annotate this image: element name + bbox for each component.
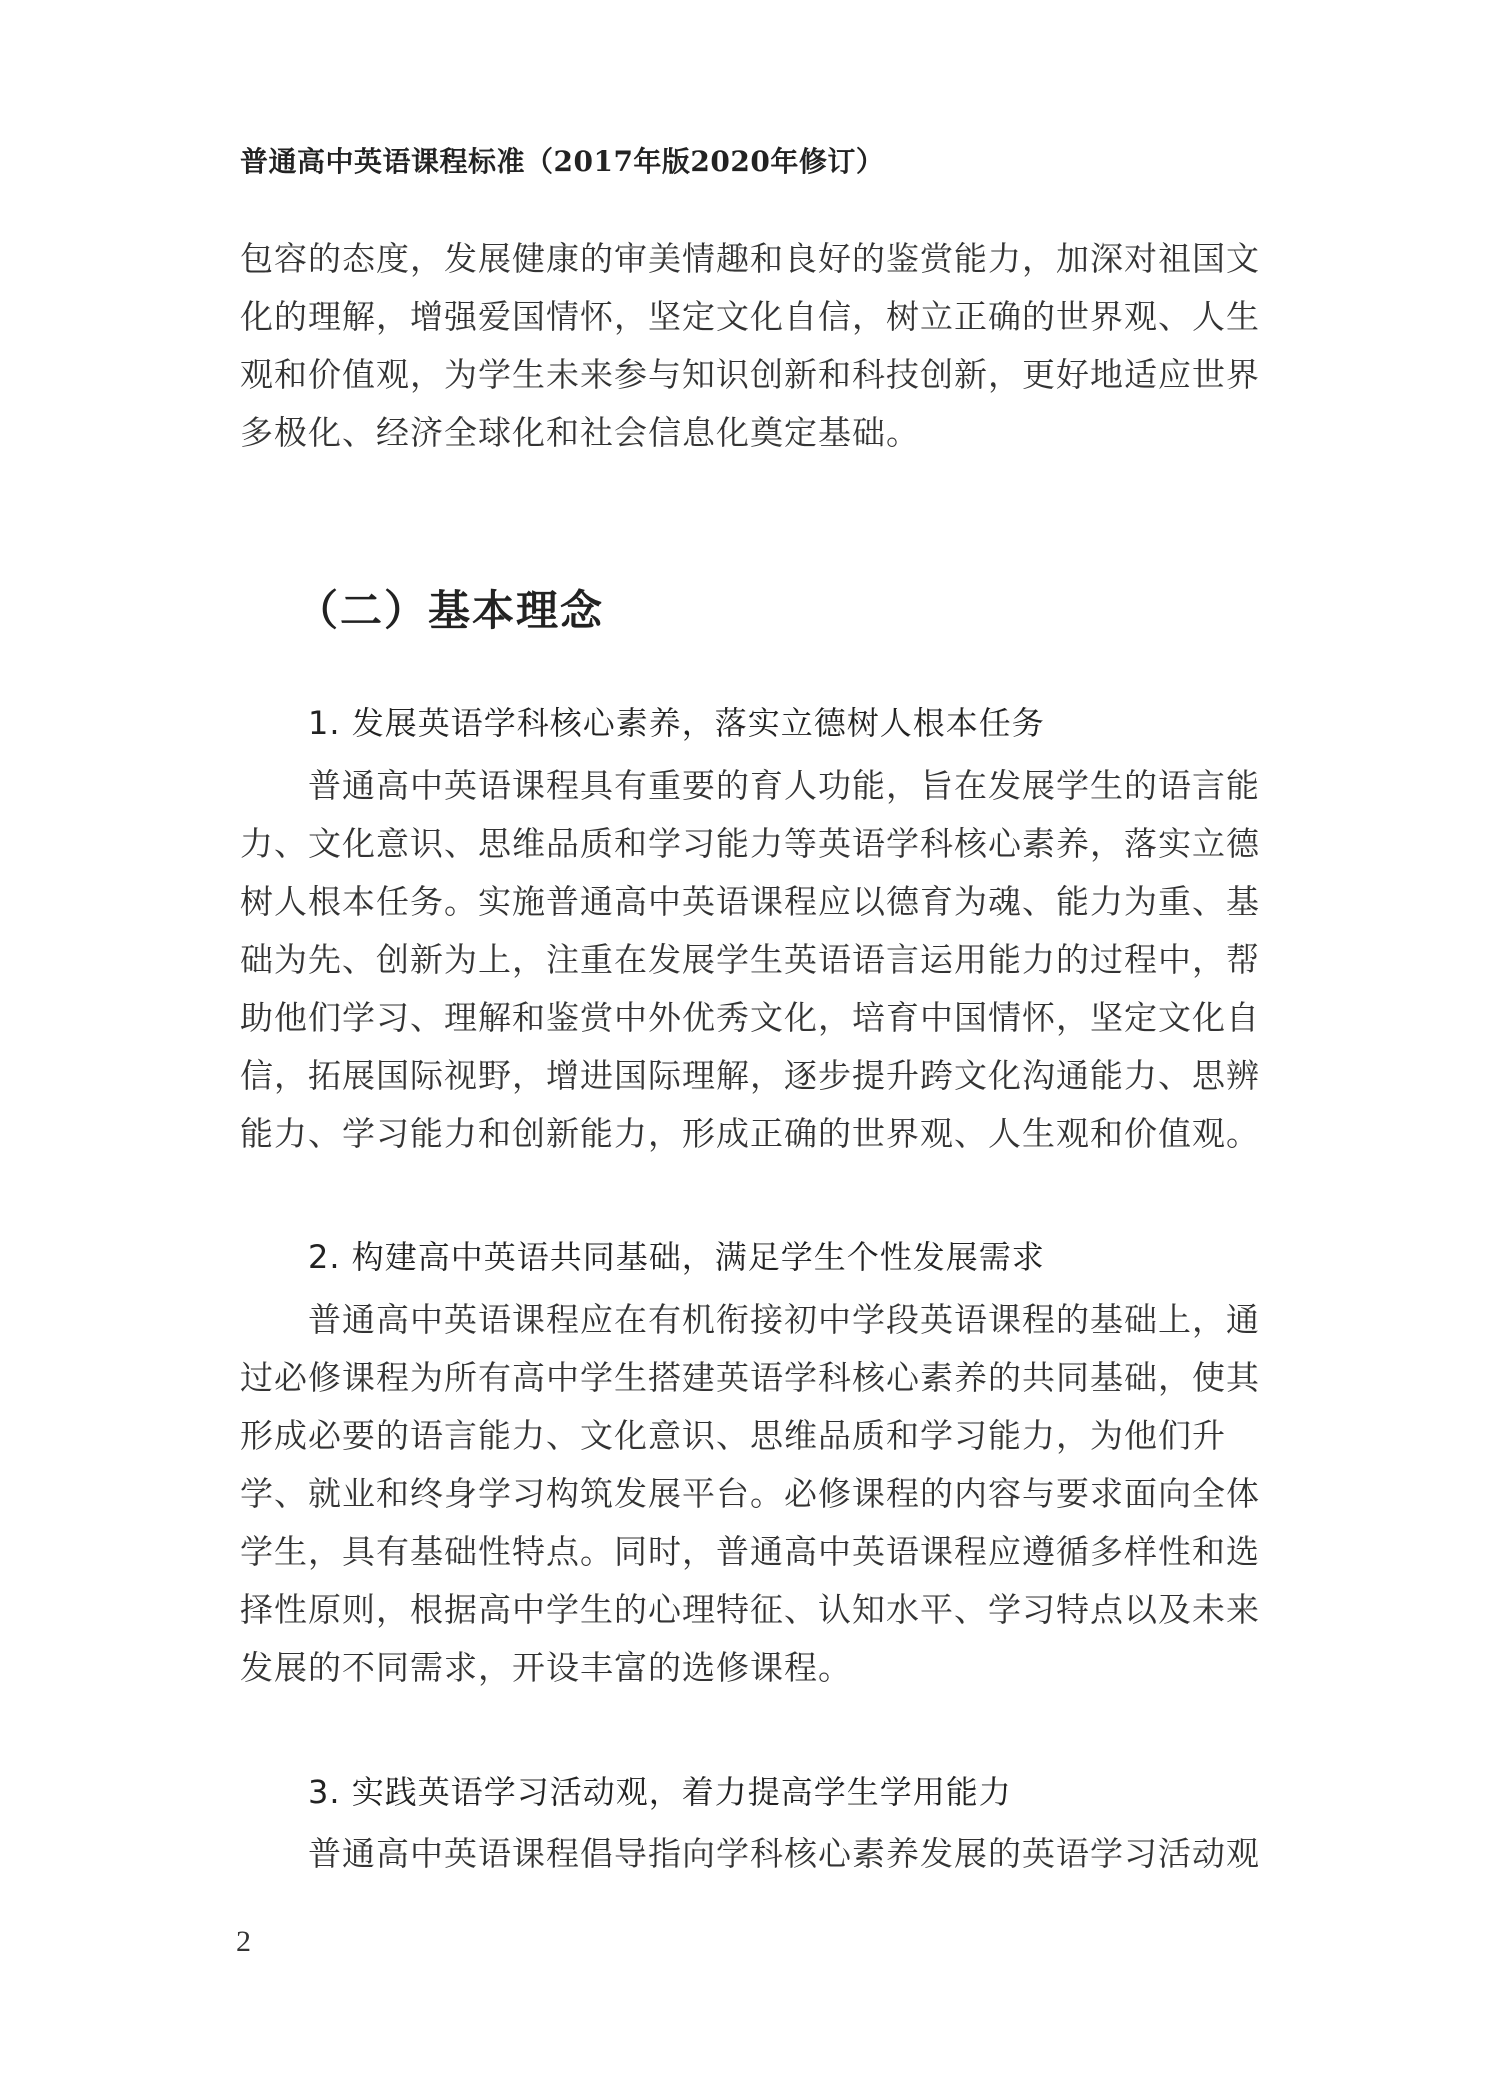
paragraph-line: 础为先、创新为上，注重在发展学生英语语言运用能力的过程中，帮 bbox=[240, 940, 1260, 979]
subsection-paragraph bbox=[240, 1291, 1260, 1697]
subsection-paragraph bbox=[240, 1825, 1260, 1883]
running-header: 普通高中英语课程标准（2017年版2020年修订） bbox=[240, 145, 885, 178]
paragraph-line: 普通高中英语课程具有重要的育人功能，旨在发展学生的语言能 bbox=[308, 766, 1260, 805]
subsection-heading: 3. 实践英语学习活动观，着力提高学生学用能力 bbox=[308, 1773, 1012, 1811]
paragraph-line: 学生，具有基础性特点。同时，普通高中英语课程应遵循多样性和选 bbox=[240, 1532, 1260, 1571]
paragraph-line: 力、文化意识、思维品质和学习能力等英语学科核心素养，落实立德 bbox=[240, 824, 1260, 863]
paragraph-line: 普通高中英语课程倡导指向学科核心素养发展的英语学习活动观 bbox=[308, 1834, 1260, 1873]
paragraph-line: 能力、学习能力和创新能力，形成正确的世界观、人生观和价值观。 bbox=[240, 1114, 1260, 1153]
paragraph-line: 包容的态度，发展健康的审美情趣和良好的鉴赏能力，加深对祖国文 bbox=[240, 239, 1260, 278]
paragraph-line: 化的理解，增强爱国情怀，坚定文化自信，树立正确的世界观、人生 bbox=[240, 297, 1260, 336]
paragraph-line: 择性原则，根据高中学生的心理特征、认知水平、学习特点以及未来 bbox=[240, 1590, 1260, 1629]
paragraph-line: 多极化、经济全球化和社会信息化奠定基础。 bbox=[240, 413, 920, 452]
subsection-heading: 2. 构建高中英语共同基础，满足学生个性发展需求 bbox=[308, 1238, 1045, 1276]
intro-paragraph bbox=[240, 230, 1260, 462]
subsection-heading: 1. 发展英语学科核心素养，落实立德树人根本任务 bbox=[308, 704, 1045, 742]
paragraph-line: 发展的不同需求，开设丰富的选修课程。 bbox=[240, 1648, 852, 1687]
paragraph-line: 形成必要的语言能力、文化意识、思维品质和学习能力，为他们升 bbox=[240, 1416, 1226, 1455]
paragraph-line: 普通高中英语课程应在有机衔接初中学段英语课程的基础上，通 bbox=[308, 1300, 1260, 1339]
paragraph-line: 助他们学习、理解和鉴赏中外优秀文化，培育中国情怀，坚定文化自 bbox=[240, 998, 1260, 1037]
paragraph-line: 树人根本任务。实施普通高中英语课程应以德育为魂、能力为重、基 bbox=[240, 882, 1260, 921]
paragraph-line: 信，拓展国际视野，增进国际理解，逐步提升跨文化沟通能力、思辨 bbox=[240, 1056, 1260, 1095]
paragraph-line: 过必修课程为所有高中学生搭建英语学科核心素养的共同基础，使其 bbox=[240, 1358, 1260, 1397]
subsection-paragraph bbox=[240, 757, 1260, 1163]
page-number: 2 bbox=[236, 1925, 251, 1958]
paragraph-line: 观和价值观，为学生未来参与知识创新和科技创新，更好地适应世界 bbox=[240, 355, 1260, 394]
section-title: （二）基本理念 bbox=[296, 586, 605, 635]
paragraph-line: 学、就业和终身学习构筑发展平台。必修课程的内容与要求面向全体 bbox=[240, 1474, 1260, 1513]
